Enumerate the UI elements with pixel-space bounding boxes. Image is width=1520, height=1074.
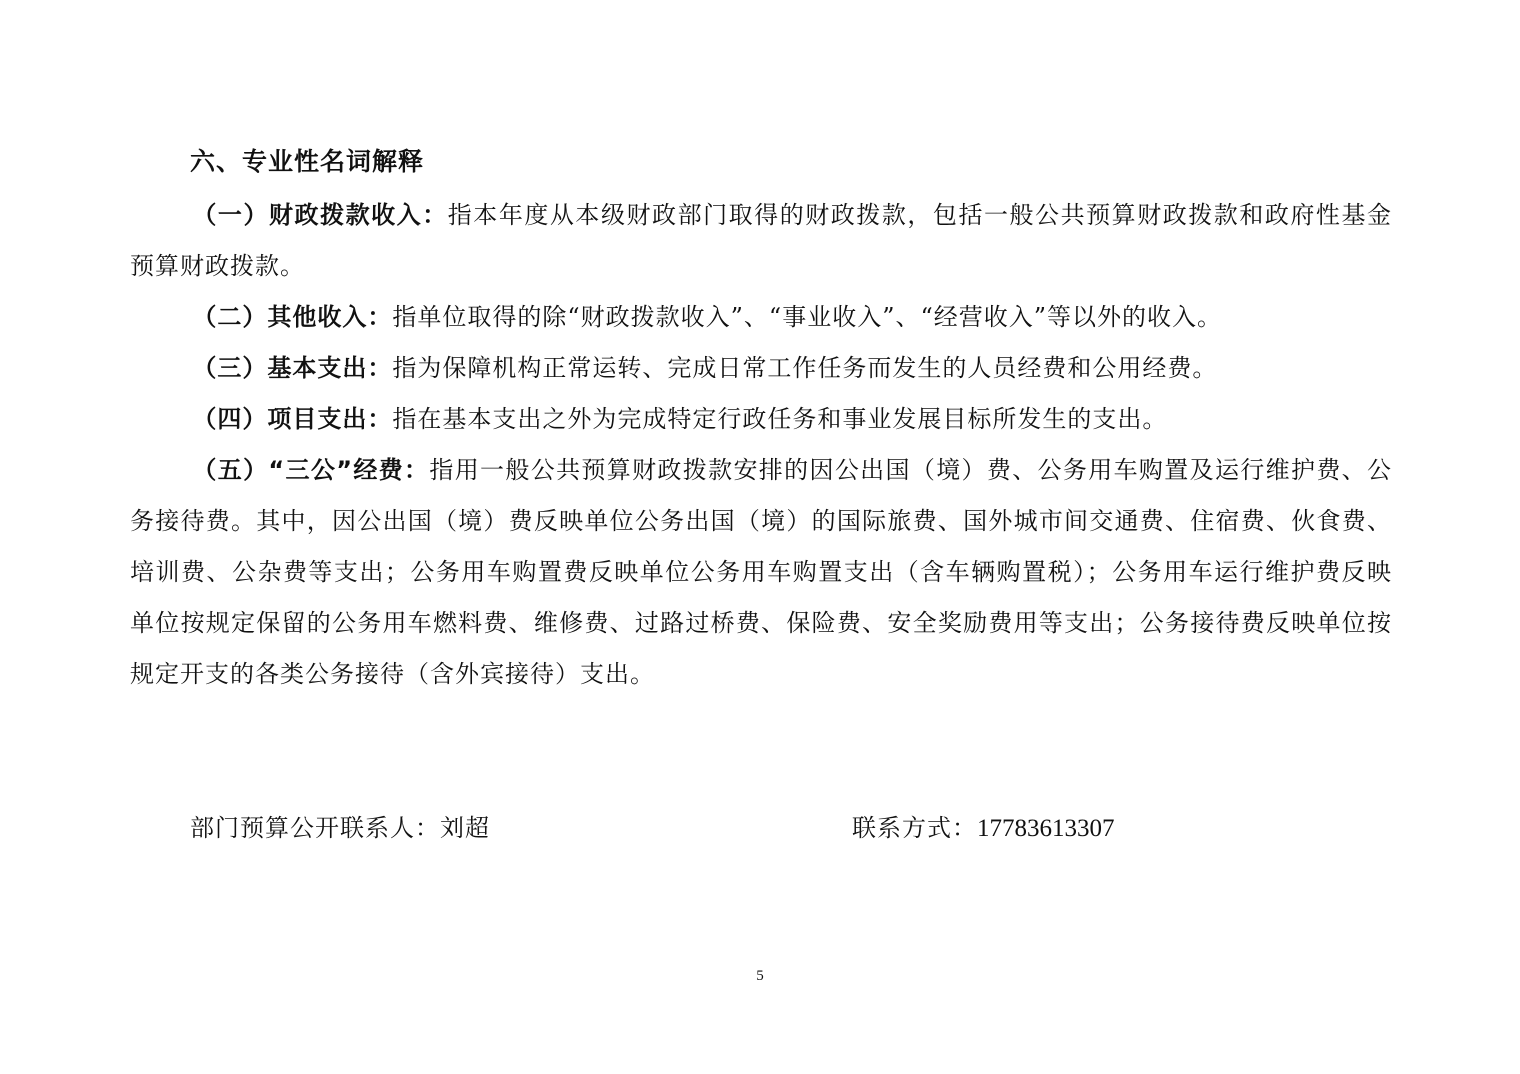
contact-person xyxy=(190,806,490,850)
definition-basic-expenditure xyxy=(130,343,1392,394)
page-number: 5 xyxy=(756,968,764,984)
definition-three-public-expenses xyxy=(130,445,1392,700)
contact-row xyxy=(0,806,1520,850)
definition-text: 指在基本支出之外为完成特定行政任务和事业发展目标所发生的支出。 xyxy=(392,405,1168,433)
definition-text: 指为保障机构正常运转、完成日常工作任务而发生的人员经费和公用经费。 xyxy=(392,354,1218,382)
definition-term: （二）其他收入： xyxy=(192,303,393,331)
definition-other-income xyxy=(130,292,1392,343)
definition-term: （三）基本支出： xyxy=(192,354,393,382)
definitions-list xyxy=(130,190,1392,700)
definition-text: 指单位取得的除“财政拨款收入”、“事业收入”、“经营收入”等以外的收入。 xyxy=(392,303,1223,331)
contact-person-label: 部门预算公开联系人： xyxy=(190,814,440,842)
definition-text: 指用一般公共预算财政拨款安排的因公出国（境）费、公务用车购置及运行维护费、公务接待费。其中，因公出国（境）费反映单位公务出国（境）的国际旅费、国外城市间交通费、住宿费、伙食费、培训费、公杂费等支出；公务用车购置费反映单位公务用车购置支出（含车辆购置税）；公务用车运行维护费反映单位按规定保留的公务用车燃料费、维修费、过路过桥费、保险费、安全奖励费用等支出；公务接待费反映单位按规定开支的各类公务接待（含外宾接待）支出。 xyxy=(130,456,1393,688)
definition-term: （一）财政拨款收入： xyxy=(192,201,448,229)
definition-term: （四）项目支出： xyxy=(192,405,393,433)
contact-person-name: 刘超 xyxy=(440,814,490,842)
definition-text: 指本年度从本级财政部门取得的财政拨款，包括一般公共预算财政拨款和政府性基金预算财政拨款。 xyxy=(130,201,1393,280)
contact-phone: 17783613307 xyxy=(977,815,1115,842)
definition-fiscal-appropriation-income xyxy=(130,190,1392,292)
section-heading: 六、专业性名词解释 xyxy=(190,147,425,176)
definition-project-expenditure xyxy=(130,394,1392,445)
contact-method-label: 联系方式： xyxy=(852,814,977,842)
definition-term: （五）“三公”经费： xyxy=(192,456,430,484)
contact-method xyxy=(852,806,1115,851)
